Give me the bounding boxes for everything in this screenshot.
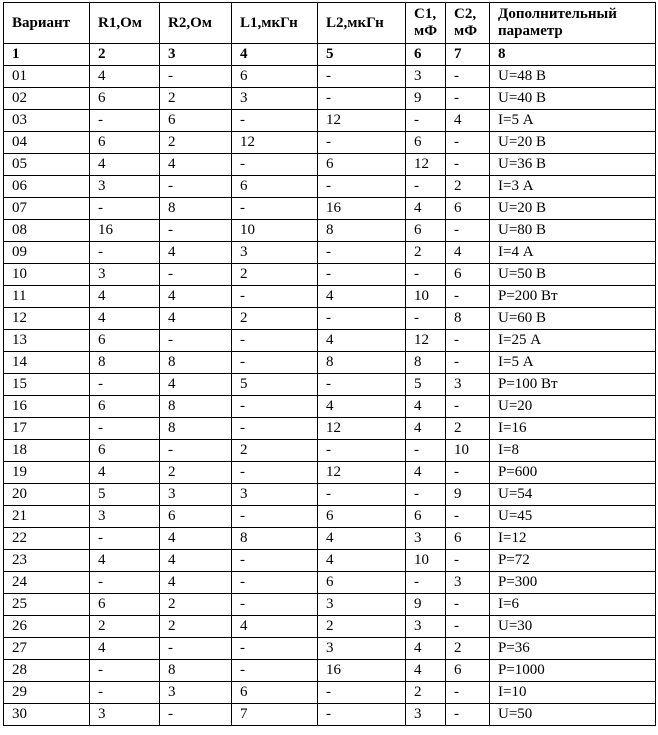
table-cell: 8 <box>160 660 232 682</box>
table-cell: 4 <box>446 242 490 264</box>
table-row <box>4 264 656 286</box>
table-cell: 6 <box>90 440 160 462</box>
table-cell: - <box>446 154 490 176</box>
table-cell: - <box>318 704 406 726</box>
table-row <box>4 616 656 638</box>
table-cell: 3 <box>406 528 446 550</box>
table-cell: 3 <box>232 242 318 264</box>
table-cell: - <box>446 616 490 638</box>
table-cell: - <box>232 660 318 682</box>
table-cell: 02 <box>4 88 90 110</box>
table-cell: 3 <box>318 638 406 660</box>
table-cell: 28 <box>4 660 90 682</box>
table-cell: U=50 В <box>490 264 656 286</box>
table-cell: 3 <box>232 88 318 110</box>
table-cell: 6 <box>232 682 318 704</box>
table-cell: - <box>160 176 232 198</box>
table-cell: I=10 <box>490 682 656 704</box>
table-cell: - <box>318 176 406 198</box>
table-cell: P=300 <box>490 572 656 594</box>
table-cell: I=5 А <box>490 352 656 374</box>
table-row <box>4 594 656 616</box>
table-cell: 3 <box>406 66 446 88</box>
table-cell: - <box>90 242 160 264</box>
table-cell: 3 <box>406 704 446 726</box>
table-row <box>4 242 656 264</box>
table-cell: - <box>232 330 318 352</box>
table-cell: 10 <box>446 440 490 462</box>
table-cell: 6 <box>90 88 160 110</box>
table-cell: - <box>318 66 406 88</box>
table-cell: 4 <box>406 396 446 418</box>
table-cell: 3 <box>90 704 160 726</box>
variants-table <box>3 2 656 726</box>
table-cell: U=48 В <box>490 66 656 88</box>
header-cell-variant: Вариант <box>4 3 90 44</box>
table-cell: U=45 <box>490 506 656 528</box>
table-cell: 23 <box>4 550 90 572</box>
table-cell: 8 <box>406 352 446 374</box>
table-cell: 10 <box>232 220 318 242</box>
table-cell: 9 <box>446 484 490 506</box>
table-cell: - <box>160 330 232 352</box>
table-cell: - <box>90 418 160 440</box>
table-cell: 4 <box>90 638 160 660</box>
table-cell: - <box>318 308 406 330</box>
table-cell: 01 <box>4 66 90 88</box>
table-cell: 3 <box>90 176 160 198</box>
table-cell: 3 <box>406 616 446 638</box>
table-cell: 10 <box>4 264 90 286</box>
table-cell: - <box>318 132 406 154</box>
table-cell: 6 <box>160 506 232 528</box>
table-cell: 8 <box>160 198 232 220</box>
table-cell: 16 <box>318 198 406 220</box>
table-cell: 8 <box>446 308 490 330</box>
table-cell: - <box>318 440 406 462</box>
table-cell: 2 <box>446 418 490 440</box>
table-cell: 12 <box>318 418 406 440</box>
table-cell: 3 <box>318 594 406 616</box>
table-cell: - <box>446 132 490 154</box>
table-cell: - <box>318 484 406 506</box>
table-cell: 6 <box>318 154 406 176</box>
table-cell: - <box>446 682 490 704</box>
table-cell: 4 <box>318 330 406 352</box>
table-cell: 6 <box>446 264 490 286</box>
table-cell: P=72 <box>490 550 656 572</box>
table-cell: 4 <box>160 374 232 396</box>
table-cell: - <box>160 66 232 88</box>
table-cell: 6 <box>318 572 406 594</box>
table-cell: 2 <box>232 308 318 330</box>
table-cell: 4 <box>160 550 232 572</box>
table-cell: 6 <box>90 396 160 418</box>
table-cell: 2 <box>160 88 232 110</box>
table-row <box>4 352 656 374</box>
table-cell: - <box>406 572 446 594</box>
table-cell: - <box>446 220 490 242</box>
table-row <box>4 66 656 88</box>
table-cell: - <box>446 462 490 484</box>
table-cell: - <box>446 506 490 528</box>
table-cell: 6 <box>232 66 318 88</box>
table-cell: - <box>232 572 318 594</box>
table-cell: 30 <box>4 704 90 726</box>
table-row <box>4 330 656 352</box>
table-cell: 20 <box>4 484 90 506</box>
table-row <box>4 286 656 308</box>
table-cell: 4 <box>406 462 446 484</box>
table-cell: 12 <box>318 462 406 484</box>
table-cell: 17 <box>4 418 90 440</box>
table-cell: 18 <box>4 440 90 462</box>
table-cell: 9 <box>406 88 446 110</box>
table-cell: - <box>406 308 446 330</box>
table-cell: U=54 <box>490 484 656 506</box>
table-cell: 3 <box>160 682 232 704</box>
table-cell: 08 <box>4 220 90 242</box>
table-cell: 12 <box>406 330 446 352</box>
table-cell: 6 <box>90 594 160 616</box>
table-row <box>4 176 656 198</box>
table-cell: U=40 В <box>490 88 656 110</box>
table-cell: 3 <box>232 484 318 506</box>
table-cell: P=1000 <box>490 660 656 682</box>
table-cell: - <box>160 638 232 660</box>
table-cell: 8 <box>160 418 232 440</box>
table-cell: 8 <box>318 352 406 374</box>
table-cell: 8 <box>318 220 406 242</box>
table-row <box>4 374 656 396</box>
table-cell: - <box>232 198 318 220</box>
table-cell: 19 <box>4 462 90 484</box>
table-cell: P=100 Вт <box>490 374 656 396</box>
table-cell: 5 <box>406 374 446 396</box>
table-cell: 6 <box>446 528 490 550</box>
table-cell: 06 <box>4 176 90 198</box>
table-cell: 11 <box>4 286 90 308</box>
table-cell: 4 <box>318 528 406 550</box>
table-cell: I=8 <box>490 440 656 462</box>
table-cell: 10 <box>406 286 446 308</box>
header-cell-r2: R2,Ом <box>160 3 232 44</box>
table-cell: 8 <box>160 352 232 374</box>
table-cell: - <box>90 572 160 594</box>
table-cell: U=20 В <box>490 198 656 220</box>
table-cell: 4 <box>90 550 160 572</box>
table-cell: 3 <box>90 506 160 528</box>
column-number-cell: 2 <box>90 44 160 66</box>
table-cell: - <box>90 660 160 682</box>
table-cell: 2 <box>318 616 406 638</box>
table-cell: - <box>446 594 490 616</box>
table-cell: 29 <box>4 682 90 704</box>
table-cell: I=4 А <box>490 242 656 264</box>
table-row <box>4 440 656 462</box>
table-cell: I=6 <box>490 594 656 616</box>
table-cell: - <box>160 440 232 462</box>
table-cell: 27 <box>4 638 90 660</box>
table-cell: U=80 В <box>490 220 656 242</box>
column-number-cell: 7 <box>446 44 490 66</box>
table-cell: 6 <box>90 330 160 352</box>
table-row <box>4 682 656 704</box>
table-cell: - <box>90 682 160 704</box>
table-cell: 4 <box>318 286 406 308</box>
table-cell: 3 <box>90 264 160 286</box>
table-cell: - <box>232 352 318 374</box>
table-cell: 4 <box>90 308 160 330</box>
table-cell: - <box>232 396 318 418</box>
header-cell-l1: L1,мкГн <box>232 3 318 44</box>
table-cell: 2 <box>232 264 318 286</box>
table-cell: - <box>232 462 318 484</box>
table-cell: 16 <box>90 220 160 242</box>
table-cell: 2 <box>160 594 232 616</box>
header-cell-r1: R1,Ом <box>90 3 160 44</box>
column-number-cell: 8 <box>490 44 656 66</box>
header-cell-l2: L2,мкГн <box>318 3 406 44</box>
table-cell: P=600 <box>490 462 656 484</box>
table-row <box>4 704 656 726</box>
table-cell: 4 <box>160 572 232 594</box>
table-cell: I=25 А <box>490 330 656 352</box>
table-cell: 4 <box>160 286 232 308</box>
table-cell: - <box>406 110 446 132</box>
table-cell: 8 <box>232 528 318 550</box>
header-row <box>4 3 656 44</box>
table-cell: U=50 <box>490 704 656 726</box>
table-cell: 15 <box>4 374 90 396</box>
table-cell: 5 <box>90 484 160 506</box>
table-cell: - <box>232 154 318 176</box>
table-cell: 4 <box>160 308 232 330</box>
table-cell: - <box>446 550 490 572</box>
table-row <box>4 638 656 660</box>
table-cell: 6 <box>90 132 160 154</box>
table-row <box>4 198 656 220</box>
table-cell: 3 <box>446 572 490 594</box>
table-cell: 7 <box>232 704 318 726</box>
table-cell: 24 <box>4 572 90 594</box>
table-row <box>4 484 656 506</box>
table-cell: U=30 <box>490 616 656 638</box>
table-row <box>4 506 656 528</box>
header-cell-c1: C1, мФ <box>406 3 446 44</box>
table-cell: 4 <box>90 286 160 308</box>
table-cell: 4 <box>160 154 232 176</box>
table-cell: 4 <box>160 242 232 264</box>
table-cell: 03 <box>4 110 90 132</box>
table-cell: 6 <box>232 176 318 198</box>
table-cell: 21 <box>4 506 90 528</box>
table-cell: 4 <box>406 638 446 660</box>
table-cell: - <box>318 88 406 110</box>
table-cell: 2 <box>446 176 490 198</box>
table-row <box>4 132 656 154</box>
table-row <box>4 110 656 132</box>
table-cell: 9 <box>406 594 446 616</box>
table-cell: 4 <box>406 418 446 440</box>
table-cell: - <box>446 704 490 726</box>
table-cell: 13 <box>4 330 90 352</box>
table-cell: - <box>446 396 490 418</box>
table-cell: - <box>232 550 318 572</box>
table-row <box>4 462 656 484</box>
table-cell: - <box>90 198 160 220</box>
table-cell: I=5 А <box>490 110 656 132</box>
table-cell: 4 <box>406 660 446 682</box>
table-cell: 6 <box>406 132 446 154</box>
table-cell: 6 <box>446 198 490 220</box>
table-cell: 3 <box>446 374 490 396</box>
table-cell: 4 <box>406 198 446 220</box>
table-cell: - <box>232 286 318 308</box>
table-cell: - <box>406 264 446 286</box>
table-row <box>4 220 656 242</box>
table-cell: 4 <box>90 66 160 88</box>
table-cell: - <box>446 286 490 308</box>
table-cell: 2 <box>406 682 446 704</box>
header-cell-c2: C2, мФ <box>446 3 490 44</box>
table-cell: U=36 В <box>490 154 656 176</box>
table-cell: U=20 В <box>490 132 656 154</box>
table-cell: - <box>318 264 406 286</box>
table-row <box>4 396 656 418</box>
column-number-cell: 4 <box>232 44 318 66</box>
table-cell: 12 <box>4 308 90 330</box>
table-row <box>4 88 656 110</box>
table-cell: 2 <box>446 638 490 660</box>
table-row <box>4 154 656 176</box>
table-cell: 5 <box>232 374 318 396</box>
table-cell: 4 <box>318 396 406 418</box>
table-cell: 22 <box>4 528 90 550</box>
table-cell: 2 <box>232 440 318 462</box>
table-cell: 4 <box>160 528 232 550</box>
table-cell: 14 <box>4 352 90 374</box>
table-cell: 6 <box>406 220 446 242</box>
table-cell: U=60 В <box>490 308 656 330</box>
table-cell: - <box>318 242 406 264</box>
table-cell: 6 <box>446 660 490 682</box>
table-cell: - <box>160 704 232 726</box>
table-cell: - <box>406 176 446 198</box>
table-cell: - <box>90 110 160 132</box>
table-cell: 10 <box>406 550 446 572</box>
table-cell: 2 <box>160 132 232 154</box>
table-cell: P=36 <box>490 638 656 660</box>
table-row <box>4 550 656 572</box>
table-cell: P=200 Вт <box>490 286 656 308</box>
table-cell: 8 <box>160 396 232 418</box>
table-cell: - <box>446 66 490 88</box>
table-cell: - <box>232 506 318 528</box>
table-cell: 4 <box>90 462 160 484</box>
table-cell: - <box>318 682 406 704</box>
table-cell: 12 <box>406 154 446 176</box>
table-cell: - <box>232 594 318 616</box>
table-cell: 2 <box>160 616 232 638</box>
table-cell: - <box>160 220 232 242</box>
table-cell: - <box>406 440 446 462</box>
column-number-cell: 3 <box>160 44 232 66</box>
table-cell: 2 <box>406 242 446 264</box>
table-cell: 2 <box>160 462 232 484</box>
table-cell: 16 <box>4 396 90 418</box>
table-cell: 16 <box>318 660 406 682</box>
table-cell: 09 <box>4 242 90 264</box>
table-cell: - <box>446 330 490 352</box>
table-cell: 12 <box>232 132 318 154</box>
table-cell: - <box>446 88 490 110</box>
table-cell: - <box>160 264 232 286</box>
column-number-row <box>4 44 656 66</box>
table-cell: - <box>232 418 318 440</box>
table-cell: - <box>232 638 318 660</box>
column-number-cell: 5 <box>318 44 406 66</box>
table-cell: 25 <box>4 594 90 616</box>
table-cell: U=20 <box>490 396 656 418</box>
table-cell: 4 <box>318 550 406 572</box>
table-cell: - <box>406 484 446 506</box>
column-number-cell: 6 <box>406 44 446 66</box>
table-cell: 4 <box>232 616 318 638</box>
table-cell: I=3 А <box>490 176 656 198</box>
column-number-cell: 1 <box>4 44 90 66</box>
table-cell: 8 <box>90 352 160 374</box>
table-row <box>4 418 656 440</box>
table-cell: 3 <box>160 484 232 506</box>
table-cell: - <box>90 374 160 396</box>
table-cell: - <box>232 110 318 132</box>
table-row <box>4 528 656 550</box>
header-cell-extra-param: Дополнительный параметр <box>490 3 656 44</box>
table-row <box>4 308 656 330</box>
table-cell: - <box>446 352 490 374</box>
table-cell: 05 <box>4 154 90 176</box>
table-cell: 4 <box>90 154 160 176</box>
table-cell: I=12 <box>490 528 656 550</box>
table-row <box>4 572 656 594</box>
table-cell: - <box>90 528 160 550</box>
table-cell: 07 <box>4 198 90 220</box>
table-cell: 6 <box>318 506 406 528</box>
table-row <box>4 660 656 682</box>
table-cell: 04 <box>4 132 90 154</box>
table-cell: 2 <box>90 616 160 638</box>
table-cell: 26 <box>4 616 90 638</box>
table-cell: - <box>318 374 406 396</box>
table-cell: 6 <box>160 110 232 132</box>
table-cell: I=16 <box>490 418 656 440</box>
table-cell: 4 <box>446 110 490 132</box>
table-cell: 12 <box>318 110 406 132</box>
table-cell: 6 <box>406 506 446 528</box>
